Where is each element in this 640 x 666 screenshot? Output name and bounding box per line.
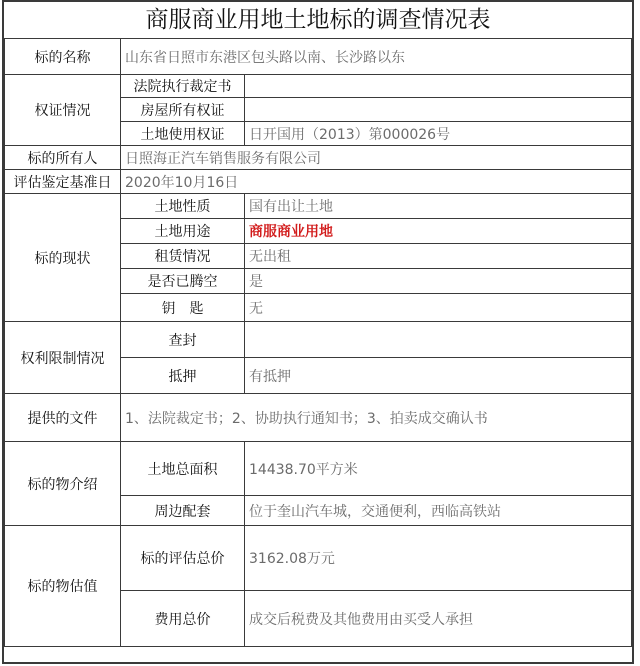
label-seizure: 查封: [121, 322, 245, 358]
value-land-area: 14438.70平方米: [245, 442, 632, 496]
label-mortgage: 抵押: [121, 358, 245, 394]
row-target-name: [5, 39, 632, 75]
label-house-cert: 房屋所有权证: [121, 98, 245, 122]
value-vacated: 是: [245, 269, 632, 294]
label-base-date: 评估鉴定基准日: [5, 170, 121, 194]
label-valuation: 标的物估值: [5, 526, 121, 647]
value-seizure: [245, 322, 632, 358]
label-keys: 钥 匙: [121, 294, 245, 322]
label-land-nature: 土地性质: [121, 194, 245, 219]
label-appraised-total: 标的评估总价: [121, 526, 245, 591]
row-owner: [5, 146, 632, 170]
value-target-name: 山东省日照市东港区包头路以南、长沙路以东: [121, 39, 632, 75]
label-fees: 费用总价: [121, 591, 245, 647]
row-rights-1: [5, 75, 632, 98]
value-lease: 无出租: [245, 244, 632, 269]
label-land-area: 土地总面积: [121, 442, 245, 496]
value-docs: 1、法院裁定书；2、协助执行通知书；3、拍卖成交确认书: [121, 394, 632, 442]
sheet-title: 商服商业用地土地标的调查情况表: [145, 7, 491, 33]
label-surroundings: 周边配套: [121, 496, 245, 526]
row-docs: [5, 394, 632, 442]
row-status-1: [5, 194, 632, 219]
row-valuation-1: [5, 526, 632, 591]
label-owner: 标的所有人: [5, 146, 121, 170]
row-restrict-1: [5, 322, 632, 358]
value-house-cert: [245, 98, 632, 122]
value-land-cert: 日开国用（2013）第000026号: [245, 122, 632, 146]
label-restrict: 权利限制情况: [5, 322, 121, 394]
label-rights: 权证情况: [5, 75, 121, 146]
label-docs: 提供的文件: [5, 394, 121, 442]
label-land-cert: 土地使用权证: [121, 122, 245, 146]
value-land-nature: 国有出让土地: [245, 194, 632, 219]
label-intro: 标的物介绍: [5, 442, 121, 526]
label-court-ruling: 法院执行裁定书: [121, 75, 245, 98]
label-land-use: 土地用途: [121, 219, 245, 244]
value-owner: 日照海正汽车销售服务有限公司: [121, 146, 632, 170]
value-mortgage: 有抵押: [245, 358, 632, 394]
label-status: 标的现状: [5, 194, 121, 322]
label-lease: 租赁情况: [121, 244, 245, 269]
value-appraised-total: 3162.08万元: [245, 526, 632, 591]
row-base-date: [5, 170, 632, 194]
value-court-ruling: [245, 75, 632, 98]
survey-table: [4, 38, 632, 647]
row-intro-1: [5, 442, 632, 496]
value-base-date: 2020年10月16日: [121, 170, 632, 194]
value-land-use: 商服商业用地: [245, 219, 632, 244]
value-fees: 成交后税费及其他费用由买受人承担: [245, 591, 632, 647]
label-vacated: 是否已腾空: [121, 269, 245, 294]
value-keys: 无: [245, 294, 632, 322]
value-surroundings: 位于奎山汽车城，交通便利，西临高铁站: [245, 496, 632, 526]
label-target-name: 标的名称: [5, 39, 121, 75]
